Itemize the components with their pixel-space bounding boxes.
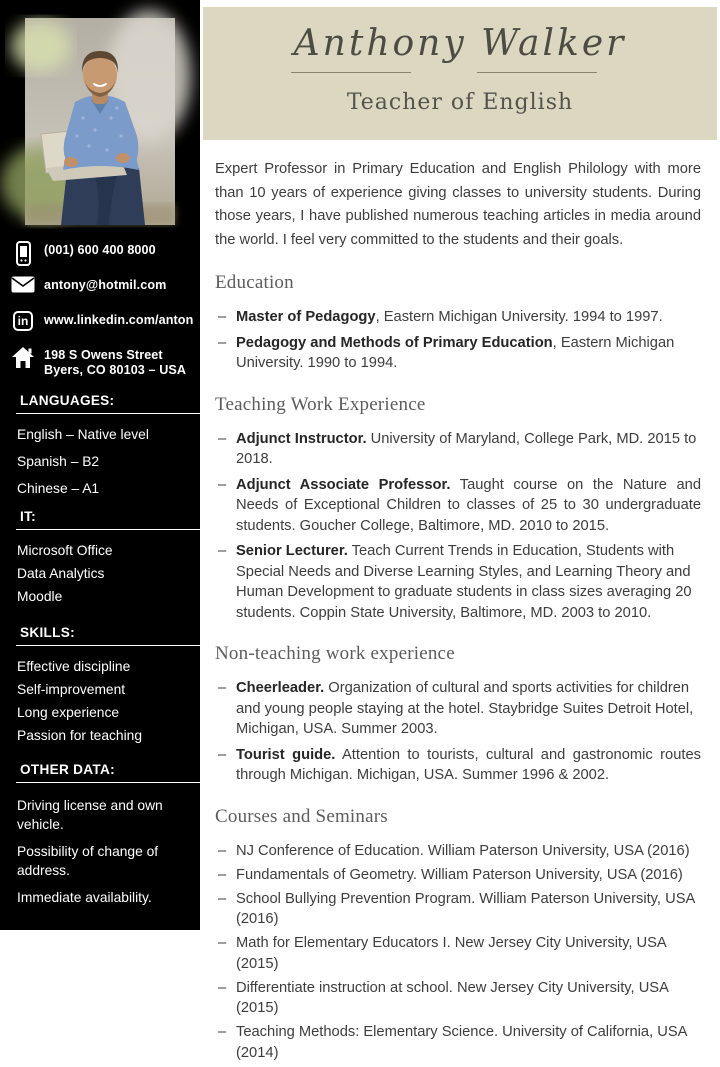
linkedin-glyph: in xyxy=(13,311,33,331)
sidebar-list-item: Chinese – A1 xyxy=(17,481,100,496)
entry-lead: Tourist guide. xyxy=(236,746,336,763)
mobile-phone-icon xyxy=(10,241,36,266)
sidebar-list-item: Spanish – B2 xyxy=(17,454,100,469)
sidebar-section-title: OTHER DATA: xyxy=(16,762,200,783)
sidebar-list-item: Microsoft Office xyxy=(17,543,113,558)
main-section xyxy=(215,272,701,374)
main-section-list xyxy=(215,841,701,1064)
resume-entry: – Senior Lecturer. Teach Current Trends in Education, Students with Special Needs and Diverse Learning Styles, and Learning Theory and Human Development to graduate students in class sizes averaging 20 students. Coppin State University, Baltimore, MD. 2003 to 2010. xyxy=(215,541,701,623)
address-line-1: 198 S Owens Street xyxy=(44,348,163,362)
sidebar-section-list xyxy=(16,427,200,496)
person-name: Anthony Walker xyxy=(293,23,627,64)
main-section-title: Education xyxy=(215,272,294,294)
entry-lead: Senior Lecturer. xyxy=(236,543,348,560)
phone-number: (001) 600 400 8000 xyxy=(44,243,156,257)
sidebar-list-item: Possibility of change of address. xyxy=(17,844,159,878)
main-section-list xyxy=(215,429,701,624)
resume-entry: – Pedagogy and Methods of Primary Education, Eastern Michigan University. 1990 to 1994. xyxy=(215,333,701,374)
entry-lead: Master of Pedagogy xyxy=(236,309,376,326)
sidebar-section-title: LANGUAGES: xyxy=(16,393,200,414)
sidebar xyxy=(0,0,200,930)
sidebar-section-list xyxy=(16,659,200,743)
profile-photo xyxy=(25,18,175,225)
main-section-list xyxy=(215,307,701,374)
main-content xyxy=(203,140,720,1067)
main-section-title: Courses and Seminars xyxy=(215,805,388,827)
sidebar-list-item: Passion for teaching xyxy=(17,728,143,743)
sidebar-list-item: Data Analytics xyxy=(17,566,105,581)
sidebar-section xyxy=(16,393,200,496)
main-section xyxy=(215,806,701,1064)
entry-lead: Adjunct Associate Professor. xyxy=(236,476,451,493)
profile-summary: Expert Professor in Primary Education and English Philology with more than 10 years of experience giving classes to university students. During those years, I have published numerous teaching articles in media around the world. I feel very committed to the students and their goals. xyxy=(215,161,701,248)
sidebar-list-item: Self-improvement xyxy=(17,682,126,697)
main-section-title: Non-teaching work experience xyxy=(215,643,455,665)
contact-row-linkedin[interactable] xyxy=(0,310,200,336)
linkedin-icon xyxy=(10,311,36,331)
email-icon xyxy=(10,276,36,293)
sidebar-section-list xyxy=(16,543,200,604)
header-band xyxy=(203,7,717,140)
resume-entry: – Differentiate instruction at school. New Jersey City University, USA (2015) xyxy=(215,978,701,1019)
linkedin-url: www.linkedin.com/anton xyxy=(44,313,194,327)
profile-photo-illustration xyxy=(25,18,175,225)
home-icon xyxy=(10,346,36,369)
sidebar-section-title: IT: xyxy=(16,509,200,530)
main-sections-host xyxy=(215,272,701,1063)
entry-lead: Pedagogy and Methods of Primary Education xyxy=(236,334,553,351)
entry-lead: Adjunct Instructor. xyxy=(236,430,367,447)
address-line-2: Byers, CO 80103 – USA xyxy=(44,363,187,377)
sidebar-sections xyxy=(0,370,200,915)
resume-entry: – Cheerleader. Organization of cultural and sports activities for children and young people staying at the hotel. Staybridge Suites Detroit Hotel, Michigan, USA. Summer 2003. xyxy=(215,678,701,740)
resume-entry: – Adjunct Associate Professor. Taught course on the Nature and Needs of Exceptional Children to classes of 25 to 30 undergraduate students. Goucher College, Baltimore, MD. 2010 to 2015. xyxy=(215,475,701,537)
resume-entry: – School Bullying Prevention Program. William Paterson University, USA (2016) xyxy=(215,889,701,930)
entry-lead: Cheerleader. xyxy=(236,680,325,697)
sidebar-list-item: English – Native level xyxy=(17,427,149,442)
resume-entry: – Math for Elementary Educators I. New Jersey City University, USA (2015) xyxy=(215,933,701,974)
sidebar-list-item: Moodle xyxy=(17,589,63,604)
main-section xyxy=(215,643,701,786)
resume-entry: – Master of Pedagogy, Eastern Michigan University. 1994 to 1997. xyxy=(215,307,701,328)
email-address: antony@hotmil.com xyxy=(44,278,167,292)
name-divider xyxy=(203,72,717,73)
sidebar-section xyxy=(16,625,200,743)
resume-entry: – Fundamentals of Geometry. William Paterson University, USA (2016) xyxy=(215,865,701,886)
sidebar-section xyxy=(16,762,200,907)
main-section xyxy=(215,394,701,624)
resume-entry: – NJ Conference of Education. William Paterson University, USA (2016) xyxy=(215,841,701,862)
sidebar-list-item: Immediate availability. xyxy=(17,890,152,905)
contact-block xyxy=(0,240,200,387)
resume-entry: – Tourist guide. Attention to tourists, cultural and gastronomic routes through Michigan. Michigan, USA. Summer 1996 & 2002. xyxy=(215,745,701,786)
main-section-list xyxy=(215,678,701,786)
contact-row-email[interactable] xyxy=(0,275,200,301)
sidebar-section-list xyxy=(16,796,200,907)
sidebar-section-title: SKILLS: xyxy=(16,625,200,646)
contact-row-phone xyxy=(0,240,200,266)
main-section-title: Teaching Work Experience xyxy=(215,393,426,415)
sidebar-list-item: Driving license and own vehicle. xyxy=(17,798,163,832)
job-title: Teacher of English xyxy=(346,90,574,115)
resume-entry: – Adjunct Instructor. University of Maryland, College Park, MD. 2015 to 2018. xyxy=(215,429,701,470)
sidebar-list-item: Effective discipline xyxy=(17,659,131,674)
resume-entry: – Teaching Methods: Elementary Science. University of California, USA (2014) xyxy=(215,1022,701,1063)
sidebar-list-item: Long experience xyxy=(17,705,120,720)
sidebar-section xyxy=(16,509,200,604)
